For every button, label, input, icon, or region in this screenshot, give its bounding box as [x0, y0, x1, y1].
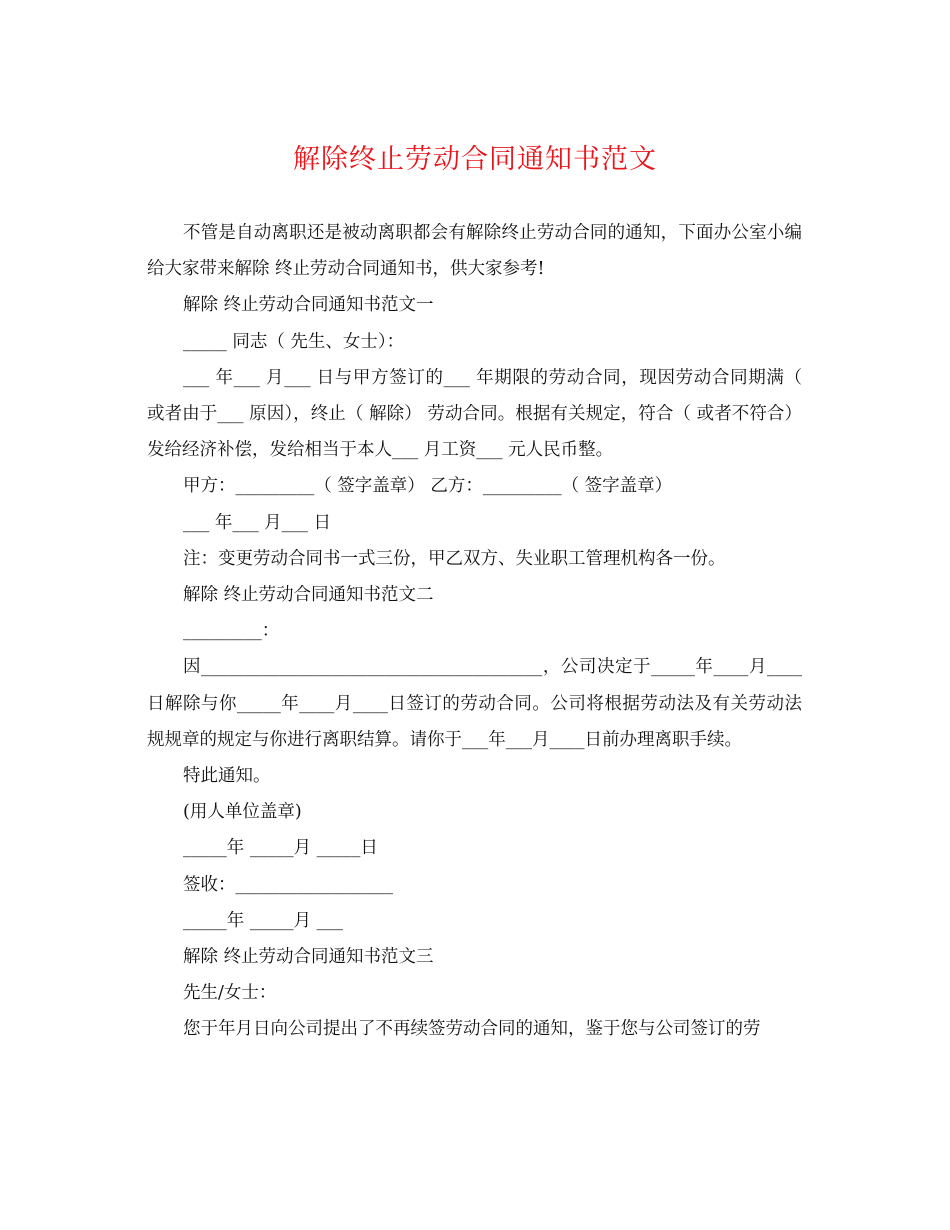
contract-paragraph-1: ___ 年___ 月___ 日与甲方签订的___ 年期限的劳动合同，现因劳动合同期满（ 或者由于___ 原因），终止（ 解除） 劳动合同。根据有关规定，符合（ 或者不符合） 发给经济补偿，发给相当于本人___ 月工资___ 元人民币整。 — [147, 367, 802, 461]
contract-paragraph-3: 您于年月日向公司提出了不再续签劳动合同的通知，鉴于您与公司签订的劳 — [183, 1019, 761, 1040]
section-heading-1: 解除 终止劳动合同通知书范文一 — [183, 295, 434, 316]
salutation-1: _____ 同志（ 先生、女士）： — [183, 331, 405, 352]
salutation-3: 先生/女士： — [183, 983, 277, 1004]
date-line-1: ___ 年___ 月___ 日 — [183, 512, 331, 533]
company-seal-line: (用人单位盖章) — [183, 802, 302, 823]
document-title: 解除终止劳动合同通知书范文 — [293, 144, 657, 175]
salutation-2: _________： — [183, 621, 280, 642]
signature-line-1: 甲方：_________（ 签字盖章） 乙方：_________（ 签字盖章） — [183, 476, 673, 497]
note-paragraph: 注：变更劳动合同书一式三份，甲乙双方、失业职工管理机构各一份。 — [183, 548, 726, 569]
intro-paragraph: 不管是自动离职还是被动离职都会有解除终止劳动合同的通知，下面办公室小编给大家带来解除 终止劳动合同通知书，供大家参考! — [147, 223, 802, 280]
section-heading-2: 解除 终止劳动合同通知书范文二 — [183, 585, 434, 606]
date-line-3: _____年 _____月 ___ — [183, 910, 343, 931]
contract-paragraph-2: 因_______________________________________，公司决定于_____年____月____日解除与你_____年____月____日签订的劳动合同。公司将根据劳动法及有关劳动法规规章的规定与你进行离职结算。请你于___年___月____日前办理离职手续。 — [147, 657, 802, 750]
notice-closing: 特此通知。 — [183, 766, 271, 787]
date-line-2: _____年 _____月 _____日 — [183, 838, 378, 859]
section-heading-3: 解除 终止劳动合同通知书范文三 — [183, 947, 434, 968]
receipt-signature-line: 签收：__________________ — [183, 874, 393, 895]
document-body — [147, 215, 802, 1048]
